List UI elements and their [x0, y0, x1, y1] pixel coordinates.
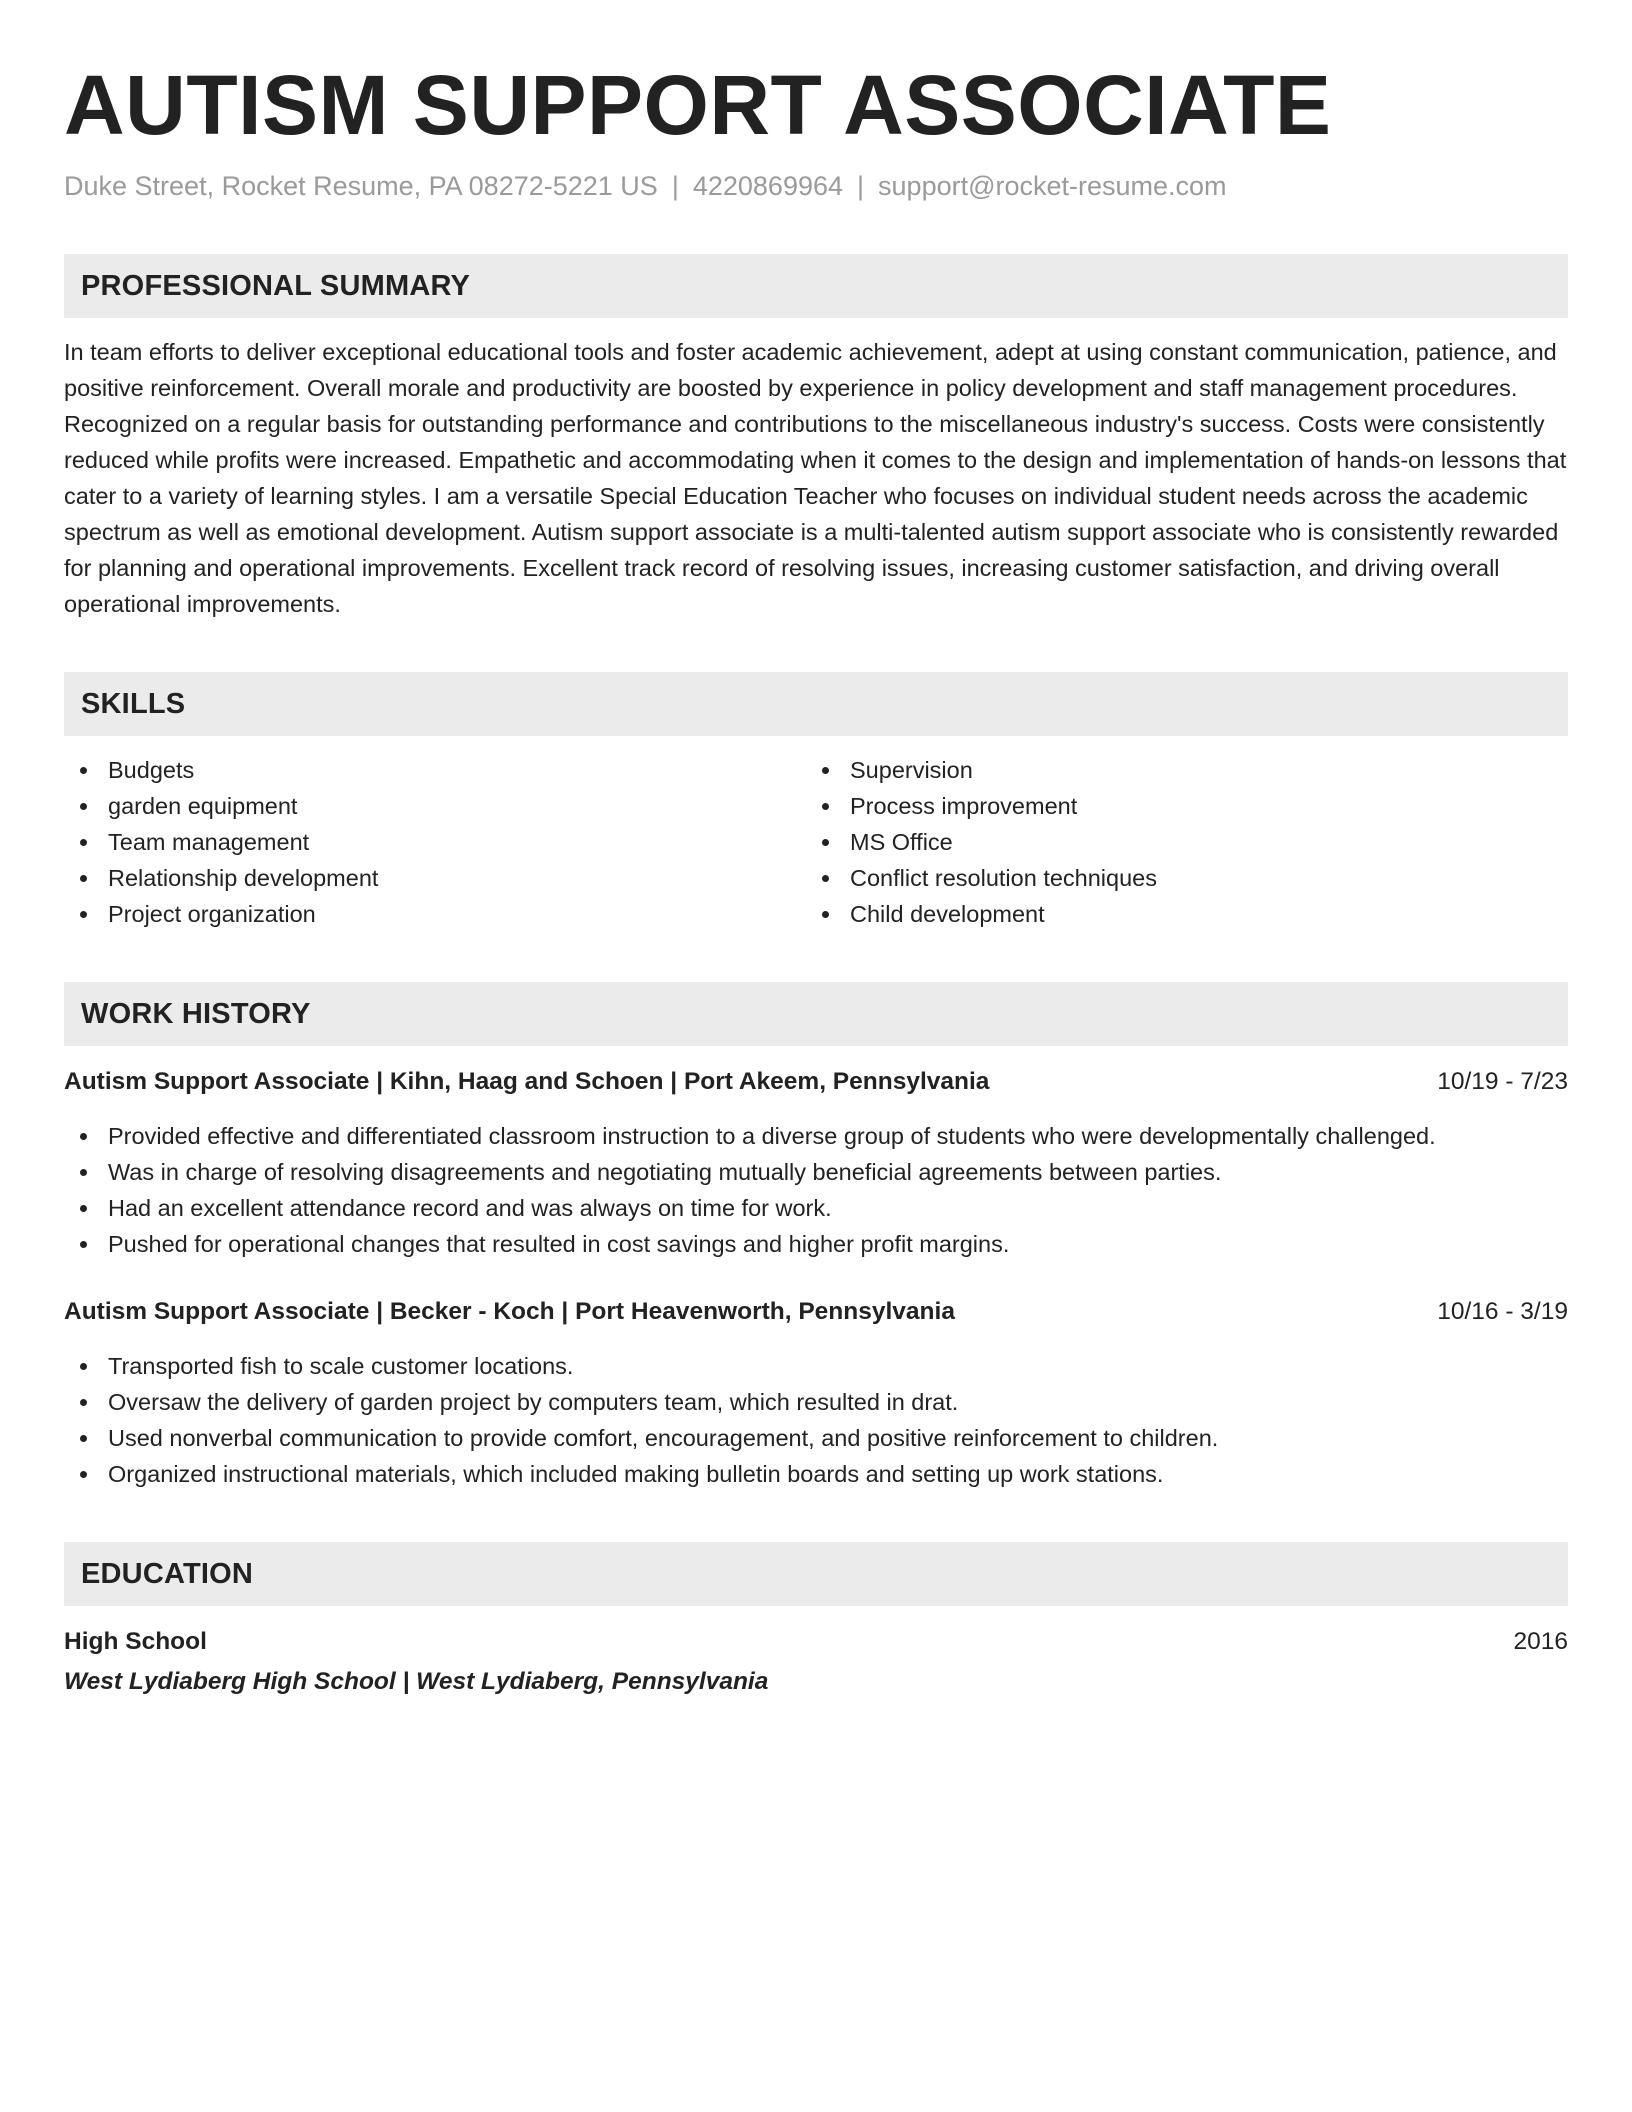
- job-bullet: Used nonverbal communication to provide comfort, encouragement, and positive reinforcement to children.: [64, 1420, 1568, 1456]
- section-header-education: [64, 1542, 1568, 1606]
- contact-email: support@rocket-resume.com: [878, 171, 1227, 201]
- job-dates: 10/19 - 7/23: [1437, 1068, 1568, 1095]
- skill-item: Project organization: [64, 896, 806, 932]
- section-header-skills: [64, 672, 1568, 736]
- job-bullet: Transported fish to scale customer locations.: [64, 1348, 1568, 1384]
- job-bullet: Oversaw the delivery of garden project by computers team, which resulted in drat.: [64, 1384, 1568, 1420]
- job-title: Autism Support Associate | Kihn, Haag and Schoen | Port Akeem, Pennsylvania: [64, 1068, 990, 1095]
- job-bullet: Was in charge of resolving disagreements and negotiating mutually beneficial agreements between parties.: [64, 1154, 1568, 1190]
- section-header-work-history: [64, 982, 1568, 1046]
- job-bullet: Provided effective and differentiated classroom instruction to a diverse group of students who were developmentally challenged.: [64, 1118, 1568, 1154]
- contact-line: [64, 168, 1568, 204]
- job-bullets: [64, 1118, 1568, 1262]
- education-degree: High School: [64, 1628, 207, 1655]
- resume-name: AUTISM SUPPORT ASSOCIATE: [64, 58, 1332, 152]
- section-title: EDUCATION: [81, 1557, 254, 1590]
- job-header: [64, 1064, 1568, 1100]
- education-entry: [64, 1624, 1568, 1700]
- section-title: SKILLS: [81, 687, 186, 720]
- skill-item: garden equipment: [64, 788, 806, 824]
- skill-item: MS Office: [806, 824, 1548, 860]
- skill-item: Team management: [64, 824, 806, 860]
- skills-column-right: [806, 752, 1548, 932]
- job-bullet: Had an excellent attendance record and was always on time for work.: [64, 1190, 1568, 1226]
- section-header-summary: [64, 254, 1568, 318]
- skill-item: Relationship development: [64, 860, 806, 896]
- job-entry: [64, 1064, 1568, 1262]
- skill-item: Supervision: [806, 752, 1548, 788]
- contact-separator: |: [671, 171, 679, 201]
- job-bullets: [64, 1348, 1568, 1492]
- section-title: PROFESSIONAL SUMMARY: [81, 269, 471, 302]
- skills-list: [64, 752, 1568, 932]
- skills-column-left: [64, 752, 806, 932]
- job-dates: 10/16 - 3/19: [1437, 1298, 1568, 1325]
- education-school: West Lydiaberg High School | West Lydiaberg, Pennsylvania: [64, 1668, 769, 1695]
- summary-text: In team efforts to deliver exceptional educational tools and foster academic achievement, adept at using constant communication, patience, and positive reinforcement. Overall morale and productivity are boosted by experience in policy development and staff management procedures. Recognized on a regular basis for outstanding performance and contributions to the miscellaneous industry's success. Costs were consistently reduced while profits were increased. Empathetic and accommodating when it comes to the design and implementation of hands-on lessons that cater to a variety of learning styles. I am a versatile Special Education Teacher who focuses on individual student needs across the academic spectrum as well as emotional development. Autism support associate is a multi-talented autism support associate who is consistently rewarded for planning and operational improvements. Excellent track record of resolving issues, increasing customer satisfaction, and driving overall operational improvements.: [64, 339, 1567, 617]
- skill-item: Conflict resolution techniques: [806, 860, 1548, 896]
- job-bullet: Pushed for operational changes that resulted in cost savings and higher profit margins.: [64, 1226, 1568, 1262]
- job-entry: [64, 1294, 1568, 1492]
- contact-phone: 4220869964: [692, 171, 844, 201]
- education-year: 2016: [1513, 1628, 1568, 1655]
- skill-item: Process improvement: [806, 788, 1548, 824]
- skill-item: Budgets: [64, 752, 806, 788]
- contact-address: Duke Street, Rocket Resume, PA 08272-5221 US: [64, 171, 658, 201]
- contact-separator: |: [857, 171, 865, 201]
- job-bullet: Organized instructional materials, which included making bulletin boards and setting up work stations.: [64, 1456, 1568, 1492]
- section-title: WORK HISTORY: [81, 997, 311, 1030]
- job-header: [64, 1294, 1568, 1330]
- skill-item: Child development: [806, 896, 1548, 932]
- education-header: [64, 1624, 1568, 1660]
- job-title: Autism Support Associate | Becker - Koch | Port Heavenworth, Pennsylvania: [64, 1298, 955, 1325]
